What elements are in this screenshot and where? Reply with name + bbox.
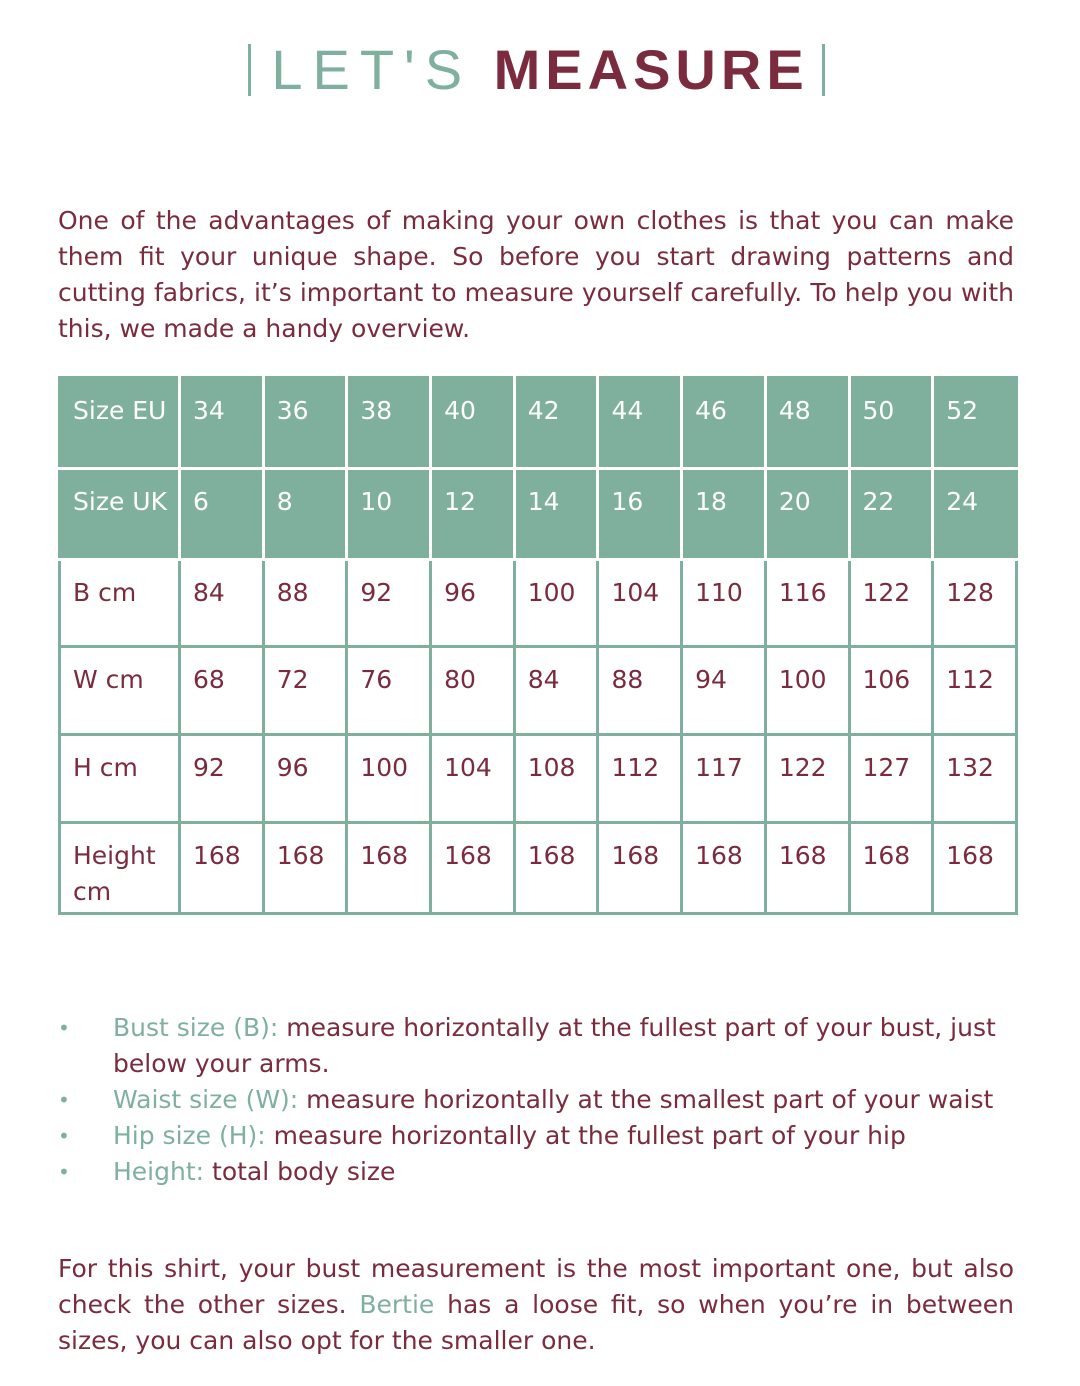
- table-cell: 50: [849, 378, 933, 469]
- table-cell: 122: [849, 560, 933, 647]
- table-row-hip: [60, 735, 1017, 823]
- bullet-icon: •: [58, 1160, 70, 1184]
- table-cell: 168: [514, 823, 598, 914]
- table-row-size-eu: [60, 378, 1017, 469]
- list-item-term: Waist size (W):: [113, 1085, 299, 1114]
- table-cell: 88: [598, 647, 682, 735]
- list-item: [58, 1082, 1014, 1118]
- table-cell: 22: [849, 469, 933, 560]
- table-cell: 117: [682, 735, 766, 823]
- size-chart-table: [58, 376, 1018, 915]
- table-cell: 100: [765, 647, 849, 735]
- table-cell: 88: [263, 560, 347, 647]
- table-cell: 168: [180, 823, 264, 914]
- table-cell: 110: [682, 560, 766, 647]
- page-header: [0, 36, 1080, 106]
- table-cell: 38: [347, 378, 431, 469]
- table-cell: 96: [431, 560, 515, 647]
- row-label: Height cm: [60, 823, 180, 914]
- table-cell: 100: [514, 560, 598, 647]
- table-cell: 168: [598, 823, 682, 914]
- table-cell: 84: [180, 560, 264, 647]
- table-cell: 40: [431, 378, 515, 469]
- table-cell: 18: [682, 469, 766, 560]
- table-cell: 34: [180, 378, 264, 469]
- row-label: H cm: [60, 735, 180, 823]
- table-cell: 46: [682, 378, 766, 469]
- list-item-term: Height:: [113, 1157, 205, 1186]
- table-cell: 16: [598, 469, 682, 560]
- table-cell: 52: [933, 378, 1017, 469]
- table-row-size-uk: [60, 469, 1017, 560]
- table-cell: 168: [849, 823, 933, 914]
- table-cell: 104: [431, 735, 515, 823]
- list-item-term: Hip size (H):: [113, 1121, 266, 1150]
- table-cell: 122: [765, 735, 849, 823]
- table-cell: 84: [514, 647, 598, 735]
- table-cell: 80: [431, 647, 515, 735]
- table-cell: 108: [514, 735, 598, 823]
- table-cell: 168: [933, 823, 1017, 914]
- bullet-icon: •: [58, 1088, 70, 1112]
- table-cell: 36: [263, 378, 347, 469]
- closing-text-end: has a loose fit, so when you’re in between sizes, you can also opt for the smaller one.: [58, 1290, 1014, 1355]
- row-label: W cm: [60, 647, 180, 735]
- list-item: [58, 1118, 1014, 1154]
- table-cell: 24: [933, 469, 1017, 560]
- table-cell: 116: [765, 560, 849, 647]
- table-cell: 14: [514, 469, 598, 560]
- table-cell: 92: [180, 735, 264, 823]
- table-cell: 96: [263, 735, 347, 823]
- table-cell: 127: [849, 735, 933, 823]
- table-cell: 128: [933, 560, 1017, 647]
- table-cell: 68: [180, 647, 264, 735]
- bullet-icon: •: [58, 1016, 70, 1040]
- table-cell: 168: [682, 823, 766, 914]
- table-row-bust: [60, 560, 1017, 647]
- table-cell: 6: [180, 469, 264, 560]
- table-cell: 12: [431, 469, 515, 560]
- table-cell: 76: [347, 647, 431, 735]
- table-cell: 48: [765, 378, 849, 469]
- row-label: Size EU: [60, 378, 180, 469]
- list-item-desc: total body size: [204, 1157, 396, 1186]
- closing-text-start: For this shirt, your bust measurement is the most important one, but also check the other sizes.: [58, 1254, 1014, 1319]
- list-item-desc: measure horizontally at the fullest part of your bust, just below your arms.: [113, 1013, 996, 1078]
- row-label: Size UK: [60, 469, 180, 560]
- table-cell: 100: [347, 735, 431, 823]
- table-cell: 168: [431, 823, 515, 914]
- list-item-desc: measure horizontally at the fullest part of your hip: [265, 1121, 906, 1150]
- table-cell: 168: [765, 823, 849, 914]
- table-cell: 44: [598, 378, 682, 469]
- intro-paragraph: One of the advantages of making your own clothes is that you can make them fit your unique shape. So before you start drawing patterns and cutting fabrics, it’s important to measure yourself carefully. To help you with this, we made a handy overview.: [58, 206, 1014, 343]
- table-cell: 168: [347, 823, 431, 914]
- table-cell: 94: [682, 647, 766, 735]
- row-label: B cm: [60, 560, 180, 647]
- list-item-term: Bust size (B):: [113, 1013, 279, 1042]
- table-cell: 106: [849, 647, 933, 735]
- measurement-list: [58, 1010, 1014, 1190]
- table-row-height: [60, 823, 1017, 914]
- page-title: [0, 36, 1080, 104]
- page-title-part2: MEASURE: [493, 38, 809, 101]
- table-cell: 8: [263, 469, 347, 560]
- table-cell: 112: [598, 735, 682, 823]
- table-cell: 92: [347, 560, 431, 647]
- list-item-desc: measure horizontally at the smallest part of your waist: [298, 1085, 994, 1114]
- table-cell: 112: [933, 647, 1017, 735]
- list-item: [58, 1010, 1014, 1082]
- table-cell: 132: [933, 735, 1017, 823]
- table-cell: 10: [347, 469, 431, 560]
- table-cell: 168: [263, 823, 347, 914]
- bullet-icon: •: [58, 1124, 70, 1148]
- table-cell: 42: [514, 378, 598, 469]
- table-cell: 72: [263, 647, 347, 735]
- closing-paragraph: [58, 1251, 1014, 1359]
- title-divider-right: [822, 44, 825, 96]
- table-cell: 20: [765, 469, 849, 560]
- pattern-name: Bertie: [359, 1290, 435, 1319]
- page-title-part1: LET'S: [271, 38, 473, 101]
- table-cell: 104: [598, 560, 682, 647]
- list-item: [58, 1154, 1014, 1190]
- table-row-waist: [60, 647, 1017, 735]
